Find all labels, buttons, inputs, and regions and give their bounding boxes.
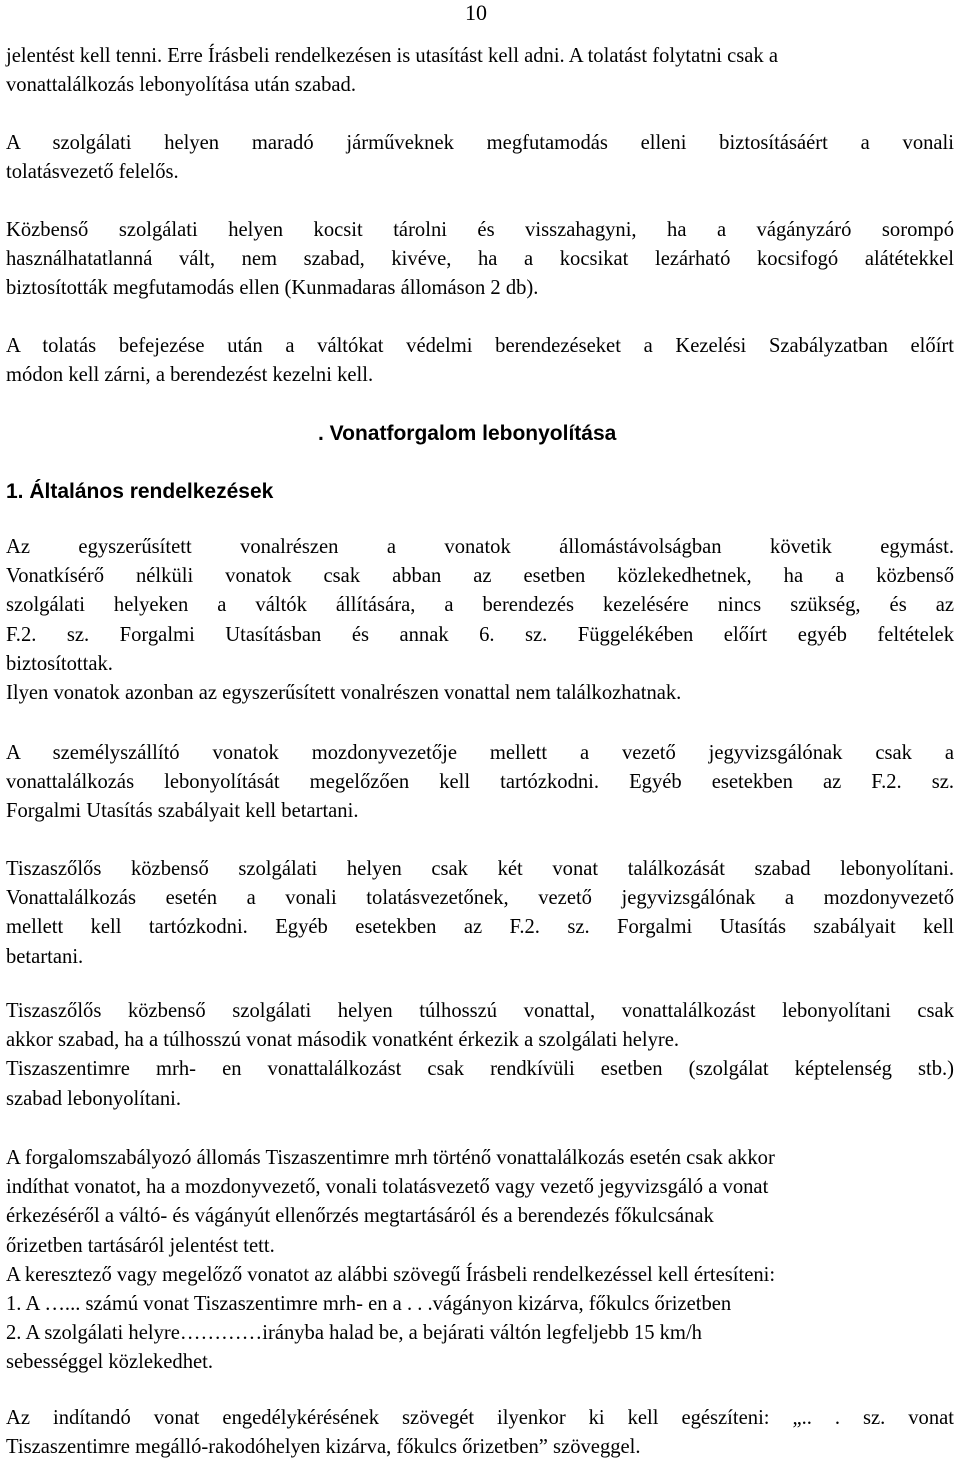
paragraph-line: biztosították megfutamodás ellen (Kunmadaras állomáson 2 db). — [6, 277, 539, 300]
paragraph-line: szabad lebonyolítani. — [6, 1087, 181, 1110]
paragraph-line: vonattalálkozás lebonyolítását megelőzően kell tartózkodni. Egyéb esetekben az F.2. sz. — [6, 771, 954, 794]
paragraph-line: módon kell zárni, a berendezést kezelni kell. — [6, 364, 374, 387]
paragraph-line: Ilyen vonatok azonban az egyszerűsített vonalrészen vonattal nem találkozhatnak. — [6, 682, 682, 705]
paragraph-line: szolgálati helyeken a váltók állítására, a berendezés kezelésére nincs szükség, és az — [6, 594, 954, 617]
subsection-heading: 1. Általános rendelkezések — [6, 480, 274, 503]
paragraph-line: Az indítandó vonat engedélykérésének szövegét ilyenkor ki kell egészíteni: „.. . sz. vonat — [6, 1407, 954, 1429]
paragraph-line: Az egyszerűsített vonalrészen a vonatok állomástávolságban követik egymást. — [6, 536, 954, 558]
paragraph-line: Tiszaszőlős közbenső szolgálati helyen csak két vonat találkozását szabad lebonyolítani. — [6, 858, 954, 880]
paragraph-line: indíthat vonatot, ha a mozdonyvezető, vonali tolatásvezető vagy vezető jegyvizsgáló a vonat — [6, 1176, 769, 1199]
paragraph-line: betartani. — [6, 945, 84, 968]
paragraph-line: Tiszaszőlős közbenső szolgálati helyen túlhosszú vonattal, vonattalálkozást lebonyolítani csak — [6, 1000, 954, 1022]
paragraph-line: mellett kell tartózkodni. Egyéb esetekben az F.2. sz. Forgalmi Utasítás szabályait kell — [6, 916, 954, 939]
paragraph-line: Vonattalálkozás esetén a vonali tolatásvezetőnek, vezető jegyvizsgálónak a mozdonyvezető — [6, 887, 954, 910]
paragraph-line: A személyszállító vonatok mozdonyvezetője mellett a vezető jegyvizsgálónak csak a — [6, 742, 954, 764]
paragraph-1 — [6, 42, 954, 100]
paragraph-line: őrizetben tartásáról jelentést tett. — [6, 1234, 275, 1257]
paragraph-3 — [6, 216, 954, 304]
paragraph-line: akkor szabad, ha a túlhosszú vonat második vonatként érkezik a szolgálati helyre. — [6, 1029, 680, 1052]
paragraph-line: F.2. sz. Forgalmi Utasításban és annak 6. sz. Függelékében előírt egyéb feltételek — [6, 623, 954, 646]
paragraph-line: Tiszaszentimre mrh- en vonattalálkozást csak rendkívüli esetben (szolgálat képtelenség stb.) — [6, 1058, 954, 1081]
paragraph-line: A forgalomszabályozó állomás Tiszaszentimre mrh történő vonattalálkozás esetén csak akkor — [6, 1147, 775, 1169]
paragraph-line: Vonatkísérő nélküli vonatok csak abban az esetben közlekedhetnek, ha a közbenső — [6, 565, 954, 588]
paragraph-7 — [6, 855, 954, 972]
paragraph-line: biztosítottak. — [6, 652, 113, 675]
paragraph-line: érkezéséről a váltó- és vágányút ellenőrzés megtartásáról és a berendezés főkulcsának — [6, 1205, 714, 1228]
paragraph-line: Forgalmi Utasítás szabályait kell betartani. — [6, 800, 359, 823]
paragraph-line: Közbenső szolgálati helyen kocsit tárolni és visszahagyni, ha a vágányzáró sorompó — [6, 219, 954, 241]
paragraph-9 — [6, 1144, 954, 1378]
paragraph-8 — [6, 997, 954, 1114]
section-heading: . Vonatforgalom lebonyolítása — [318, 422, 617, 445]
paragraph-line: A tolatás befejezése után a váltókat védelmi berendezéseket a Kezelési Szabályzatban előírt — [6, 335, 954, 357]
paragraph-6 — [6, 739, 954, 827]
paragraph-line: vonattalálkozás lebonyolítása után szabad. — [6, 74, 356, 97]
paragraph-line: 1. A …... számú vonat Tiszaszentimre mrh- en a . . .vágányon kizárva, főkulcs őrizetben — [6, 1293, 732, 1316]
paragraph-line: 2. A szolgálati helyre…………irányba halad be, a bejárati váltón legfeljebb 15 km/h — [6, 1322, 702, 1345]
paragraph-line: jelentést kell tenni. Erre Írásbeli rendelkezésen is utasítást kell adni. A tolatást folytatni csak a — [6, 45, 779, 67]
page-number: 10 — [465, 0, 487, 25]
paragraph-4 — [6, 332, 954, 390]
paragraph-line: A keresztező vagy megelőző vonatot az alábbi szövegű Írásbeli rendelkezéssel kell értesíteni: — [6, 1263, 776, 1286]
paragraph-line: használhatatlanná vált, nem szabad, kivéve, ha a kocsikat lezárható kocsifogó alátétekkel — [6, 248, 954, 271]
paragraph-line: Tiszaszentimre megálló-rakodóhelyen kizárva, főkulcs őrizetben” szöveggel. — [6, 1436, 641, 1459]
paragraph-10 — [6, 1404, 954, 1462]
paragraph-line: tolatásvezető felelős. — [6, 161, 179, 184]
paragraph-line: sebességgel közlekedhet. — [6, 1351, 214, 1374]
paragraph-5 — [6, 533, 954, 708]
paragraph-2 — [6, 129, 954, 187]
paragraph-line: A szolgálati helyen maradó járműveknek megfutamodás elleni biztosításáért a vonali — [6, 132, 954, 154]
